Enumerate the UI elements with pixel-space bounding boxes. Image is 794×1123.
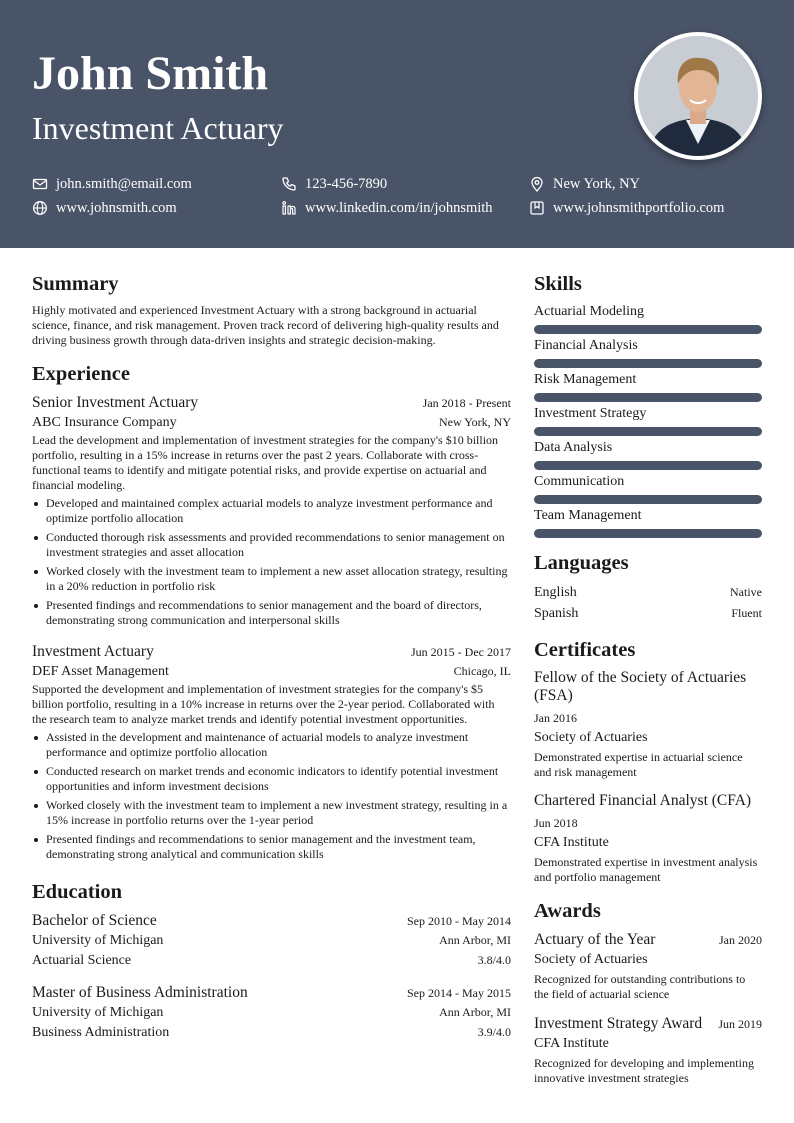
job-location: Chicago, IL (453, 664, 511, 678)
skill-item (534, 439, 762, 470)
education-section (32, 880, 511, 1043)
certificate-title: Chartered Financial Analyst (CFA) (534, 792, 752, 809)
skill-bar (534, 359, 762, 368)
skill-name: Actuarial Modeling (534, 304, 645, 319)
award-issuer: Society of Actuaries (534, 952, 648, 967)
job-company: ABC Insurance Company (32, 415, 177, 430)
language-name: English (534, 585, 577, 600)
job-bullet: Worked closely with the investment team to implement a new asset allocation strategy, resulting in a 20% reduction in portfolio risk (32, 564, 511, 594)
awards-section (534, 899, 762, 1086)
portfolio-icon (529, 200, 545, 216)
contact-phone[interactable] (281, 175, 387, 193)
job-location: New York, NY (438, 415, 511, 429)
job-title: Investment Actuary (32, 643, 154, 660)
education-dates: Sep 2014 - May 2015 (407, 986, 511, 1000)
awards-heading: Awards (534, 900, 601, 922)
skill-bar (534, 495, 762, 504)
skill-name: Risk Management (534, 372, 637, 387)
right-column (534, 272, 762, 1086)
award-item (534, 930, 762, 1002)
candidate-name: John Smith (32, 47, 269, 100)
job-description: Supported the development and implementation of investment strategies for the company's $5 billion portfolio, resulting in a 10% increase in returns over the 2-year period. Collaborated with the research team to analyze market trends and identify potential investment opportunities. (32, 682, 495, 726)
summary-heading: Summary (32, 273, 119, 295)
skill-item (534, 337, 762, 368)
award-item (534, 1014, 762, 1086)
award-description: Recognized for outstanding contributions to the field of actuarial science (534, 972, 746, 1001)
job-description: Lead the development and implementation of investment strategies for the company's $10 billion portfolio, resulting in a 15% increase in returns over the past 2 years. Collaborate with cross-functional teams to identify and mitigate potential risks, and provide expertise on actuarial and financial modeling. (32, 433, 499, 492)
degree: Bachelor of Science (32, 912, 157, 929)
certificate-issuer: CFA Institute (534, 835, 609, 850)
skill-bar (534, 393, 762, 402)
field-of-study: Actuarial Science (32, 953, 132, 968)
skill-bar (534, 427, 762, 436)
summary-section (32, 272, 511, 348)
languages-section (534, 551, 762, 624)
award-issuer: CFA Institute (534, 1036, 609, 1051)
certificate-date: Jan 2016 (534, 711, 577, 725)
field-of-study: Business Administration (32, 1025, 170, 1040)
school: University of Michigan (32, 1005, 164, 1020)
summary-text: Highly motivated and experienced Investment Actuary with a strong background in actuarial science, finance, and risk management. Proven track record of delivering high-quality results and driving business growth through data-driven insights and strategic decision-making. (32, 303, 499, 347)
job-bullet: Conducted research on market trends and economic indicators to identify potential investment opportunities and inform investment decisions (32, 764, 511, 794)
contact-location (529, 175, 640, 193)
globe-icon (32, 200, 48, 216)
award-date: Jun 2019 (718, 1017, 762, 1031)
gpa: 3.8/4.0 (477, 953, 511, 967)
contact-email[interactable] (32, 175, 192, 193)
certificate-issuer: Society of Actuaries (534, 730, 648, 745)
job-bullet: Developed and maintained complex actuarial models to analyze investment performance and optimize portfolio allocation (32, 496, 511, 526)
location-pin-icon (529, 176, 545, 192)
school-location: Ann Arbor, MI (439, 933, 511, 947)
skill-name: Team Management (534, 508, 642, 523)
job-bullets (32, 496, 511, 628)
certificate-date: Jun 2018 (534, 816, 578, 830)
skills-heading: Skills (534, 273, 582, 295)
award-title: Actuary of the Year (534, 931, 656, 948)
contact-linkedin[interactable] (281, 199, 493, 217)
skills-section (534, 272, 762, 538)
linkedin-icon (281, 200, 297, 216)
award-date: Jan 2020 (719, 933, 762, 947)
certificate-item (534, 669, 762, 780)
skill-item (534, 507, 762, 538)
job-bullet: Presented findings and recommendations to senior management and the board of directors, demonstrating strong communication and interpersonal skills (32, 598, 511, 628)
award-description: Recognized for developing and implementing innovative investment strategies (534, 1056, 754, 1085)
contact-phone-text: 123-456-7890 (305, 176, 388, 192)
job-bullet: Assisted in the development and maintenance of actuarial models to analyze investment performance and optimize portfolio allocation (32, 730, 511, 760)
profile-photo (634, 32, 762, 160)
resume-header (0, 0, 794, 248)
job-dates: Jan 2018 - Present (422, 396, 511, 410)
skill-bar (534, 325, 762, 334)
skill-item (534, 405, 762, 436)
certificates-heading: Certificates (534, 639, 636, 661)
language-name: Spanish (534, 606, 579, 621)
education-heading: Education (32, 881, 122, 903)
job-dates: Jun 2015 - Dec 2017 (411, 645, 511, 659)
skill-item (534, 473, 762, 504)
languages-heading: Languages (534, 552, 629, 574)
education-entry (32, 983, 511, 1043)
skill-name: Investment Strategy (534, 406, 647, 421)
job-company: DEF Asset Management (32, 664, 169, 679)
education-dates: Sep 2010 - May 2014 (407, 914, 511, 928)
language-level: Native (730, 585, 762, 599)
award-title: Investment Strategy Award (534, 1015, 703, 1032)
profile-photo-image (638, 36, 758, 156)
job-bullet: Conducted thorough risk assessments and provided recommendations to senior management on investment strategies and asset allocation (32, 530, 511, 560)
skill-item (534, 303, 762, 334)
job-bullets (32, 730, 511, 862)
gpa: 3.9/4.0 (477, 1025, 511, 1039)
job-bullet: Presented findings and recommendations to senior management and the investment team, demonstrating strong analytical and communication skills (32, 832, 511, 862)
job-entry (32, 393, 511, 628)
contact-email-text: john.smith@email.com (56, 176, 192, 192)
job-title: Senior Investment Actuary (32, 394, 199, 411)
candidate-title: Investment Actuary (32, 110, 284, 146)
certificate-description: Demonstrated expertise in actuarial science and risk management (534, 750, 743, 779)
skill-name: Financial Analysis (534, 338, 638, 353)
degree: Master of Business Administration (32, 984, 248, 1001)
school-location: Ann Arbor, MI (439, 1005, 511, 1019)
skill-bar (534, 529, 762, 538)
contact-portfolio-text: www.johnsmithportfolio.com (553, 200, 725, 216)
skill-name: Communication (534, 474, 625, 489)
language-item (534, 582, 762, 603)
contact-website[interactable] (32, 199, 177, 217)
certificate-title: Fellow of the Society of Actuaries (FSA) (534, 669, 747, 704)
education-entry (32, 911, 511, 971)
job-entry (32, 642, 511, 862)
left-column (32, 272, 511, 1055)
language-item (534, 603, 762, 624)
contact-portfolio[interactable] (529, 199, 724, 217)
skill-item (534, 371, 762, 402)
experience-section (32, 362, 511, 862)
contact-website-text: www.johnsmith.com (56, 200, 177, 216)
skill-name: Data Analysis (534, 440, 613, 455)
email-icon (32, 176, 48, 192)
school: University of Michigan (32, 933, 164, 948)
certificate-description: Demonstrated expertise in investment analysis and portfolio management (534, 855, 758, 884)
skill-bar (534, 461, 762, 470)
contact-location-text: New York, NY (553, 176, 641, 192)
certificates-section (534, 638, 762, 885)
certificate-item (534, 792, 762, 885)
experience-heading: Experience (32, 363, 130, 385)
job-bullet: Worked closely with the investment team to implement a new investment strategy, resulting in a 15% increase in portfolio returns over the 1-year period (32, 798, 511, 828)
phone-icon (281, 176, 297, 192)
language-level: Fluent (731, 606, 762, 620)
contact-linkedin-text: www.linkedin.com/in/johnsmith (305, 200, 493, 216)
